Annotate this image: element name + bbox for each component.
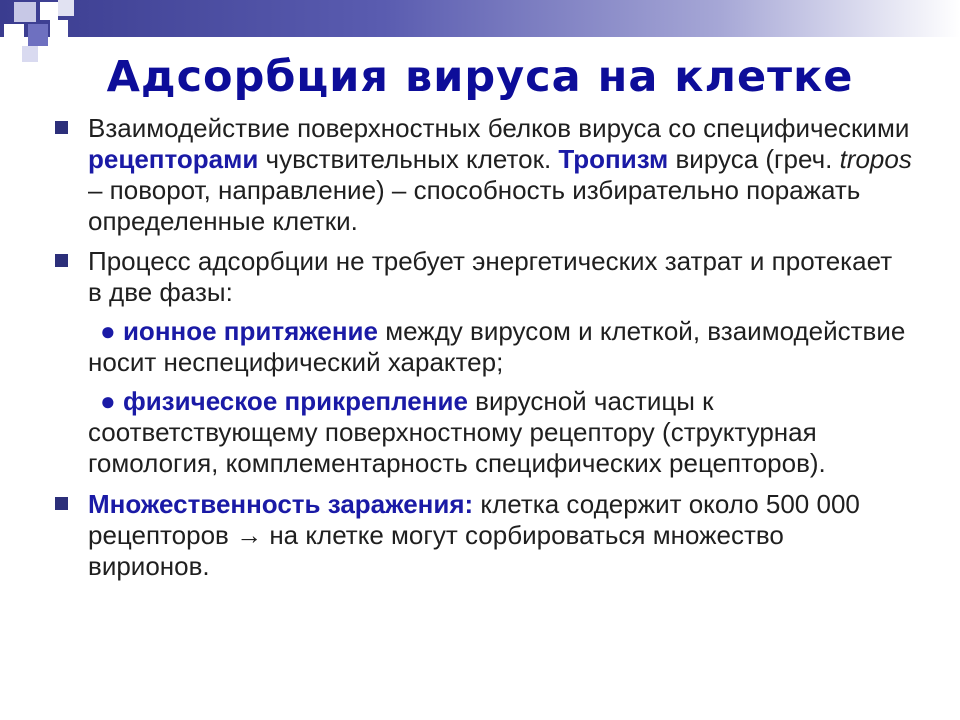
text: клетка содержит около 500 000 рецепторов → на клетке могут сорбироваться множество вирионов.	[88, 489, 860, 581]
highlight-physical: физическое прикрепление	[122, 386, 468, 416]
text: вирусной частицы к соответствующему поверхностному рецептору (структурная гомология, комплементарность специфических рецепторов).	[88, 386, 826, 478]
slide-title: Адсорбция вируса на клетке	[106, 52, 854, 102]
bullet-item-process	[52, 246, 912, 308]
text: чувствительных клеток.	[258, 144, 559, 174]
highlight-ionic: ионное притяжение	[122, 316, 378, 346]
dot-bullet-icon: ●	[100, 386, 116, 416]
top-decor-bar	[0, 0, 960, 37]
slide-body	[52, 113, 912, 582]
bullet-item-multiplicity	[52, 489, 912, 582]
phase-item-ionic	[52, 316, 912, 378]
text: вируса (греч.	[668, 144, 840, 174]
text: Процесс адсорбции не требует энергетических затрат и протекает в две фазы:	[88, 246, 893, 307]
highlight-multiplicity: Множественность заражения:	[88, 489, 474, 519]
text: между вирусом и клеткой, взаимодействие носит неспецифический характер;	[88, 316, 906, 377]
text: Взаимодействие поверхностных белков вируса со специфическими	[88, 113, 910, 143]
phase-item-physical	[52, 386, 912, 479]
dot-bullet-icon: ●	[100, 316, 116, 346]
square-bullet-icon	[55, 254, 68, 267]
highlight-tropism: Тропизм	[558, 144, 669, 174]
italic-tropos: tropos	[839, 144, 912, 174]
text: – поворот, направление) – способность избирательно поражать определенные клетки.	[88, 175, 861, 236]
highlight-receptors: рецепторами	[88, 144, 259, 174]
square-bullet-icon	[55, 121, 68, 134]
bullet-item-tropism	[52, 113, 912, 237]
square-bullet-icon	[55, 497, 68, 510]
